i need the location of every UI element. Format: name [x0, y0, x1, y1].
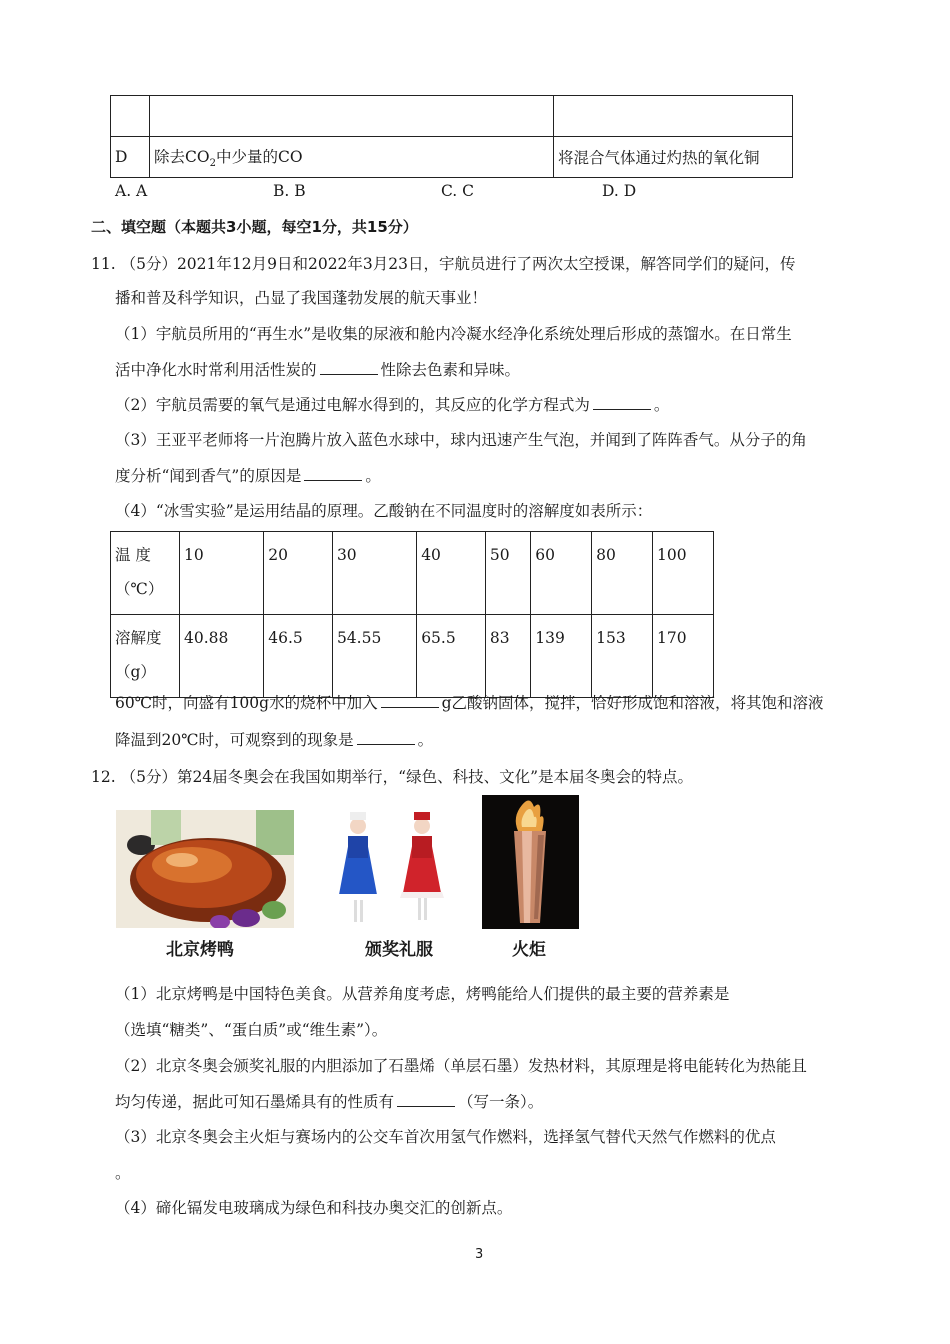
temp-cell: 50 — [485, 532, 530, 615]
answer-blank[interactable] — [304, 466, 362, 481]
row-purpose: 除去$CO_2$中少量的CO — [150, 137, 554, 178]
q11-after-table-line1: 60℃时，向盛有100g水的烧杯中加入 g乙酸钠固体，搅拌，恰好形成饱和溶液，将其饱和溶液 — [115, 694, 824, 712]
q12-part2-line2: 均匀传递，据此可知石墨烯具有的性质有 （写一条）。 — [115, 1093, 544, 1111]
q12-part4: （4）碲化镉发电玻璃成为绿色和科技办奥交汇的创新点。 — [115, 1199, 513, 1217]
q11-part3-line2: 度分析“闻到香气”的原因是 。 — [115, 467, 381, 485]
q11-after-table-line2: 降温到20℃时，可观察到的现象是 。 — [115, 731, 434, 749]
row-label: D — [111, 137, 150, 178]
q11-part4: （4）“冰雪实验”是运用结晶的原理。乙酸钠在不同温度时的溶解度如表所示： — [115, 502, 653, 520]
torch-image — [482, 795, 579, 929]
page-number: 3 — [475, 1247, 484, 1262]
answer-blank[interactable] — [357, 730, 415, 745]
temp-cell: 10 — [180, 532, 264, 615]
temp-cell: 30 — [332, 532, 416, 615]
q11-part1-line1: （1）宇航员所用的“再生水”是收集的尿液和舱内冷凝水经净化系统处理后形成的蒸馏水。在日常生 — [115, 325, 792, 343]
q12-part3-line2: 。 — [115, 1164, 131, 1182]
table-cell — [150, 96, 554, 137]
temp-cell: 100 — [653, 532, 714, 615]
table-cell — [111, 96, 150, 137]
q12-part3-line1: （3）北京冬奥会主火炬与赛场内的公交车首次用氢气作燃料，选择氢气替代天然气作燃料的优点 — [115, 1128, 776, 1146]
solubility-cell: 46.5 — [264, 615, 333, 698]
q11-part2: （2）宇航员需要的氧气是通过电解水得到的，其反应的化学方程式为 。 — [115, 396, 670, 414]
temp-cell: 80 — [592, 532, 653, 615]
solubility-label: 溶解度（g） — [111, 615, 180, 698]
q11-part1-line2: 活中净化水时常利用活性炭的 性除去色素和异味。 — [115, 361, 521, 379]
caption-award-dress: 颁奖礼服 — [365, 940, 433, 960]
option-c: C. C — [441, 182, 475, 200]
q12-part1-line2: （选填“糖类”、“蛋白质”或“维生素”）。 — [115, 1021, 388, 1039]
temp-cell: 60 — [531, 532, 592, 615]
caption-roast-duck: 北京烤鸭 — [166, 940, 234, 960]
temp-label: 温 度（℃） — [111, 532, 180, 615]
temp-cell: 40 — [417, 532, 486, 615]
solubility-cell: 170 — [653, 615, 714, 698]
answer-blank[interactable] — [320, 360, 378, 375]
temp-cell: 20 — [264, 532, 333, 615]
award-dress-image — [320, 808, 460, 930]
solubility-cell: 153 — [592, 615, 653, 698]
solubility-cell: 139 — [531, 615, 592, 698]
q11-part3-line1: （3）王亚平老师将一片泡腾片放入蓝色水球中，球内迅速产生气泡，并闻到了阵阵香气。从分子的角 — [115, 431, 807, 449]
solubility-table — [110, 531, 714, 698]
top-table — [110, 95, 793, 178]
q12-stem: 12. （5分）第24届冬奥会在我国如期举行，“绿色、科技、文化”是本届冬奥会的特点。 — [91, 768, 694, 786]
solubility-cell: 65.5 — [417, 615, 486, 698]
option-d: D. D — [602, 182, 637, 200]
solubility-cell: 40.88 — [180, 615, 264, 698]
option-b: B. B — [273, 182, 306, 200]
solubility-cell: 54.55 — [332, 615, 416, 698]
answer-blank[interactable] — [593, 395, 651, 410]
answer-blank[interactable] — [381, 693, 439, 708]
roast-duck-image — [116, 810, 294, 928]
option-a: A. A — [115, 182, 148, 200]
answer-blank[interactable] — [397, 1092, 455, 1107]
row-method: 将混合气体通过灼热的氧化铜 — [554, 137, 793, 178]
solubility-cell: 83 — [485, 615, 530, 698]
q12-part2-line1: （2）北京冬奥会颁奖礼服的内胆添加了石墨烯（单层石墨）发热材料，其原理是将电能转化为热能且 — [115, 1057, 807, 1075]
section-title: 二、填空题（本题共3小题，每空1分，共15分） — [91, 218, 418, 236]
table-cell — [554, 96, 793, 137]
q11-stem-line1: 11. （5分）2021年12月9日和2022年3月23日，宇航员进行了两次太空授课，解答同学们的疑问，传 — [91, 255, 796, 273]
q12-part1-line1: （1）北京烤鸭是中国特色美食。从营养角度考虑，烤鸭能给人们提供的最主要的营养素是 — [115, 985, 730, 1003]
q11-stem-line2: 播和普及科学知识，凸显了我国蓬勃发展的航天事业！ — [115, 289, 488, 307]
caption-torch: 火炬 — [512, 940, 546, 960]
